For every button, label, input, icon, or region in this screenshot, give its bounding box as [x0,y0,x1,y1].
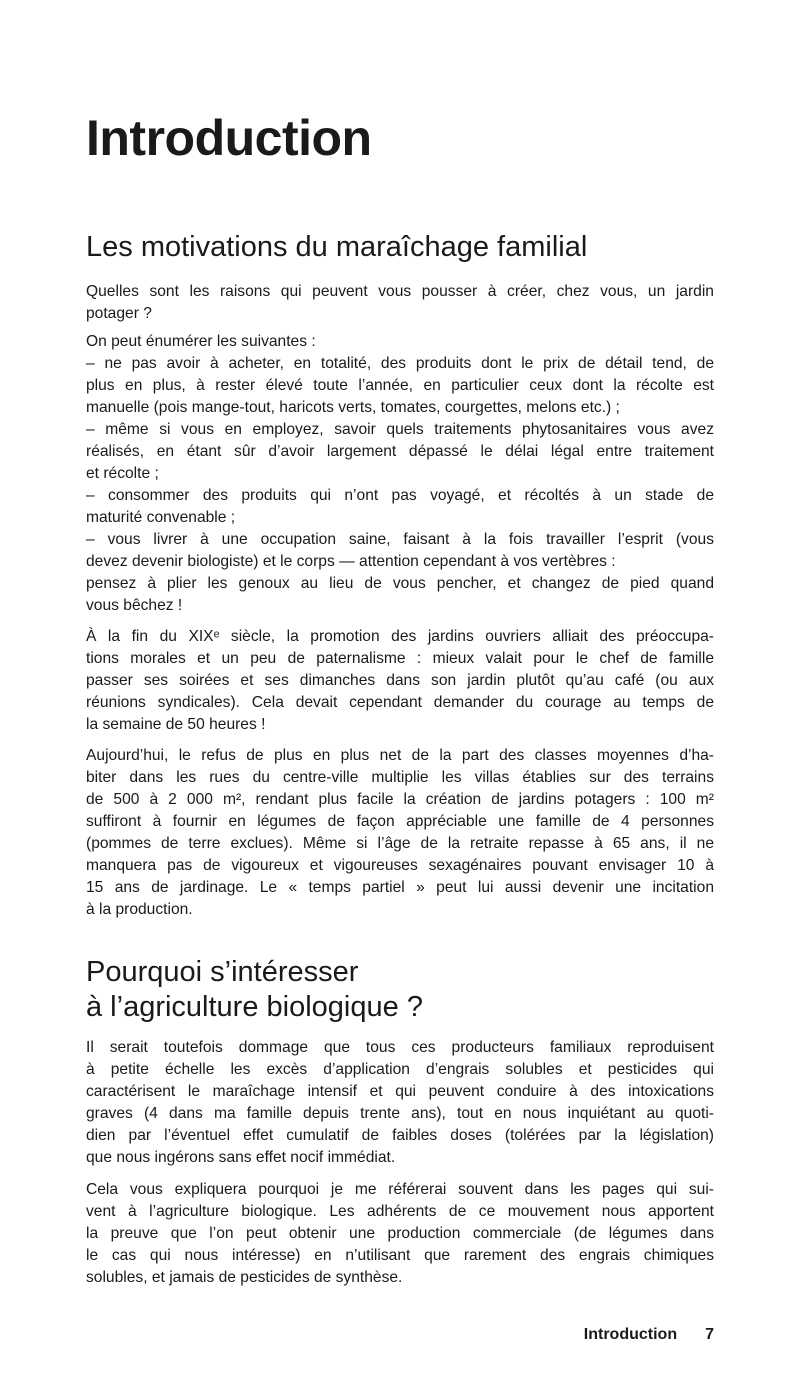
text-line: pensez à plier les genoux au lieu de vous pencher, et changez de pied quand [86,575,714,592]
text-line: la semaine de 50 heures ! [86,716,266,733]
text-line: plus en plus, à rester élevé toute l’année, en particulier ceux dont la récolte est [86,377,714,394]
page-number: 7 [705,1326,714,1343]
paragraph [86,1179,714,1289]
text-line: tions morales et un peu de paternalisme : mieux valait pour le chef de famille [86,650,714,667]
text-line: Cela vous expliquera pourquoi je me référerai souvent dans les pages qui sui- [86,1181,714,1198]
text-line: – consommer des produits qui n’ont pas voyagé, et récoltés à un stade de [86,487,714,504]
text-line: passer ses soirées et ses dimanches dans son jardin plutôt qu’au café (ou aux [86,672,714,689]
text-line: biter dans les rues du centre-ville multiplie les villas établies sur des terrains [86,769,714,786]
text-line: que nous ingérons sans effet nocif immédiat. [86,1149,396,1166]
text-line: réalisés, en étant sûr d’avoir largement dépassé le délai légal entre traitement [86,443,714,460]
text-line: la preuve que l’on peut obtenir une production commerciale (de légumes dans [86,1225,714,1242]
text-line: de 500 à 2 000 m², rendant plus facile la création de jardins potagers : 100 m² [86,791,714,808]
text-line: réunions syndicales). Cela devait cependant demander du courage au temps de [86,694,714,711]
paragraph [86,1037,714,1169]
text-line: graves (4 dans ma famille depuis trente ans), tout en nous inquiétant au quoti- [86,1105,714,1122]
text-line: Aujourd’hui, le refus de plus en plus net de la part des classes moyennes d’ha- [86,747,714,764]
text-line: – ne pas avoir à acheter, en totalité, des produits dont le prix de détail tend, de [86,355,714,372]
text-line: et récolte ; [86,465,159,482]
text-line: À la fin du XIXᵉ siècle, la promotion des jardins ouvriers alliait des préoccupa- [86,628,714,645]
paragraph [86,331,714,617]
text-line: – même si vous en employez, savoir quels traitements phytosanitaires vous avez [86,421,714,438]
text-line: (pommes de terre exclues). Même si l’âge de la retraite repasse à 65 ans, il ne [86,835,714,852]
text-line: manquera pas de vigoureux et vigoureuses sexagénaires pouvant envisager 10 à [86,857,714,874]
running-title: Introduction [583,1326,678,1343]
text-line: manuelle (pois mange-tout, haricots verts, tomates, courgettes, melons etc.) ; [86,399,620,416]
text-line: suffiront à fournir en légumes de façon appréciable une famille de 4 personnes [86,813,714,830]
section-heading: à l’agriculture biologique ? [86,991,423,1023]
text-line: vent à l’agriculture biologique. Les adhérents de ce mouvement nous apportent [86,1203,714,1220]
section-heading: Pourquoi s’intéresser [86,956,359,988]
text-line: – vous livrer à une occupation saine, faisant à la fois travailler l’esprit (vous [86,531,714,548]
text-line: potager ? [86,305,152,322]
section-heading: Les motivations du maraîchage familial [86,231,588,263]
text-line: Quelles sont les raisons qui peuvent vous pousser à créer, chez vous, un jardin [86,283,714,300]
text-line: solubles, et jamais de pesticides de synthèse. [86,1269,403,1286]
text-line: le cas qui nous intéresse) en n’utilisant que rarement des engrais chimiques [86,1247,714,1264]
text-line: dien par l’éventuel effet cumulatif de faibles doses (tolérées par la législation) [86,1127,714,1144]
text-line: Il serait toutefois dommage que tous ces producteurs familiaux reproduisent [86,1039,714,1056]
text-line: maturité convenable ; [86,509,236,526]
chapter-title: Introduction [86,110,372,166]
paragraph [86,626,714,736]
text-line: vous bêchez ! [86,597,183,614]
paragraph [86,281,714,325]
page-footer [86,1326,714,1344]
text-line: caractérisent le maraîchage intensif et qui peuvent conduire à des intoxications [86,1083,714,1100]
paragraph [86,745,714,921]
text-line: à petite échelle les excès d’application d’engrais solubles et pesticides qui [86,1061,714,1078]
text-line: devez devenir biologiste) et le corps — attention cependant à vos vertèbres : [86,553,616,570]
text-line: à la production. [86,901,193,918]
text-line: 15 ans de jardinage. Le « temps partiel » peut lui aussi devenir une incitation [86,879,714,896]
text-line: On peut énumérer les suivantes : [86,333,316,350]
